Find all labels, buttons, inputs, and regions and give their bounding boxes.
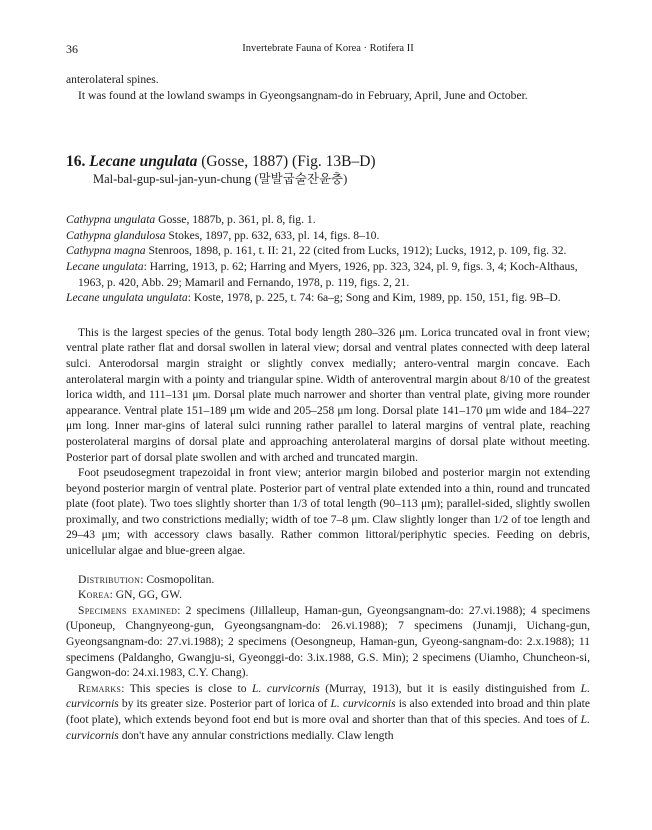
specimen-info [66,572,590,744]
specimens-text: : 2 specimens (Jillalleup, Haman-gun, Gyeongsangnam-do: 27.vi.1988); 4 specimens (Uponeup, Changnyeong-gun, Gyeongsangnam-do: 26.vi.1988); 7 specimens (Junamji, Uichang-gun, Gyeongsangnam-do: 27.vi.1988); 2 specimens (Oesongneup, Haman-gun, Gyeong-sangnam-do: 2.x.1988); 11 specimens (Paldangho, Gwangju-si, Gyeonggi-do: 3.ix.1988, G.S. Min); 2 specimens (Uiamho, Chuncheon-si, Gangwon-do: 24.xi.1983, C.Y. Chang). [66,603,590,680]
synonym-entry [66,259,590,290]
korean-romanized: Mal-bal-gup-sul-jan-yun-chung [93,172,252,187]
synonym-entry [66,290,590,306]
intro-line-1: anterolateral spines. [66,73,159,86]
synonym-entry [66,228,590,244]
species-name: Lecane ungulata [89,153,198,171]
remarks-text-1: : This species is close to [121,681,253,695]
remarks-text-5: don't have any annular constrictions medially. Claw length [118,728,394,742]
distribution-text: : Cosmopolitan. [140,572,215,586]
page [66,42,590,743]
description [66,325,590,559]
synonym-name: Cathypna magna [66,244,146,258]
intro-line-2: It was found at the lowland swamps in Gyeongsangnam-do in February, April, June and October. [78,88,528,102]
species-heading [66,153,590,171]
distribution [66,572,590,588]
synonym-name: Cathypna glandulosa [66,228,166,242]
korean-hangul: (말발굽술잔윤충) [254,172,348,187]
remarks-taxon: L. curvicornis [252,681,320,695]
description-paragraph-2: Foot pseudosegment trapezoidal in front view; anterior margin bilobed and posterior margin not extending beyond posterior margin of ventral plate. Posterior part of ventral plate extended into a thin, round and truncated plate (foot plate). Two toes slightly shorter than 1/3 of total length (90–113 μm); parallel-sided, slightly swollen proximally, and two constrictions medially; width of toe 7–8 μm. Claw slightly longer than 1/2 of toe length and 29–43 μm; with accessory claws basally. Rather common littoral/periphytic species. Feeding on debris, unicellular algae and blue-green algae. [66,466,590,558]
specimens-label: Specimens examined [78,603,178,617]
korean-name [66,171,590,187]
korea-label: Korea [78,588,110,602]
species-figure-ref: (Fig. 13B–D) [292,153,376,171]
korea-distribution [66,587,590,603]
synonym-citation: Stenroos, 1898, p. 161, t. II: 21, 22 (cited from Lucks, 1912); Lucks, 1912, p. 109, fig. 32. [145,244,567,258]
page-number: 36 [66,42,78,56]
remarks [66,681,590,743]
species-author: (Gosse, 1887) [201,153,289,171]
synonym-citation: : Harring, 1913, p. 62; Harring and Myers, 1926, pp. 323, 324, pl. 9, figs. 3, 4; Koch-Althaus, 1963, p. 420, Abb. 29; Mamaril and Fernando, 1978, p. 119, figs. 2, 21. [78,259,578,289]
synonym-citation: Gosse, 1887b, p. 361, pl. 8, fig. 1. [155,213,316,227]
synonym-name: Lecane ungulata ungulata [66,291,188,305]
remarks-text-3: by its greater size. Posterior part of lorica of [118,697,331,711]
synonym-entry [66,243,590,259]
distribution-label: Distribution [78,572,141,586]
korea-text: : GN, GG, GW. [109,588,183,602]
species-number: 16. [66,153,86,171]
remarks-text-2: (Murray, 1913), but it is easily distinguished from [319,681,581,695]
specimens-examined [66,603,590,681]
remarks-text-4: is also extended into broad and thin plate (foot plate), which extends beyond foot end but is more oval and shorter than that of this species. And toes of [66,697,590,726]
synonym-entry [66,212,590,228]
remarks-label: Remarks [78,681,122,695]
intro-block [66,72,590,103]
description-paragraph-1: This is the largest species of the genus. Total body length 280–326 μm. Lorica truncated oval in front view; ventral plate rather flat and dorsal swollen in lateral view; dorsal and ventral plates connected with deep lateral sulci. Anterodorsal margin straight or slightly convex medially; antero-ventral margin concave. Each anterolateral margin with a pointy and triangular spine. Width of anteroventral margin about 8/10 of the greatest lorica width, and 111–131 μm. Dorsal plate much narrower and shorter than ventral plate, giving more rounder appearance. Ventral plate 151–189 μm wide and 205–258 μm long. Dorsal plate 141–170 μm wide and 184–227 μm long. Inner mar-gins of lateral sulci running rather parallel to lateral margins of ventral plate, reaching posterolateral margins of dorsal plate and approaching anterolateral margins of dorsal plate without meeting. Posterior part of dorsal plate swollen and with arched and truncated margin. [66,325,590,464]
remarks-taxon: L. curvicornis [66,713,590,742]
running-title: Invertebrate Fauna of Korea · Rotifera II [242,43,414,54]
synonym-citation: : Koste, 1978, p. 225, t. 74: 6a–g; Song and Kim, 1989, pp. 150, 151, fig. 9B–D. [187,291,561,305]
synonymy-list [66,212,590,306]
synonym-citation: Stokes, 1897, pp. 632, 633, pl. 14, figs. 8–10. [165,228,380,242]
remarks-taxon: L. curvicornis [330,697,396,711]
page-header [66,42,590,60]
synonym-name: Cathypna ungulata [66,213,156,227]
synonym-name: Lecane ungulata [66,259,144,273]
remarks-taxon: L. curvicornis [66,681,590,711]
